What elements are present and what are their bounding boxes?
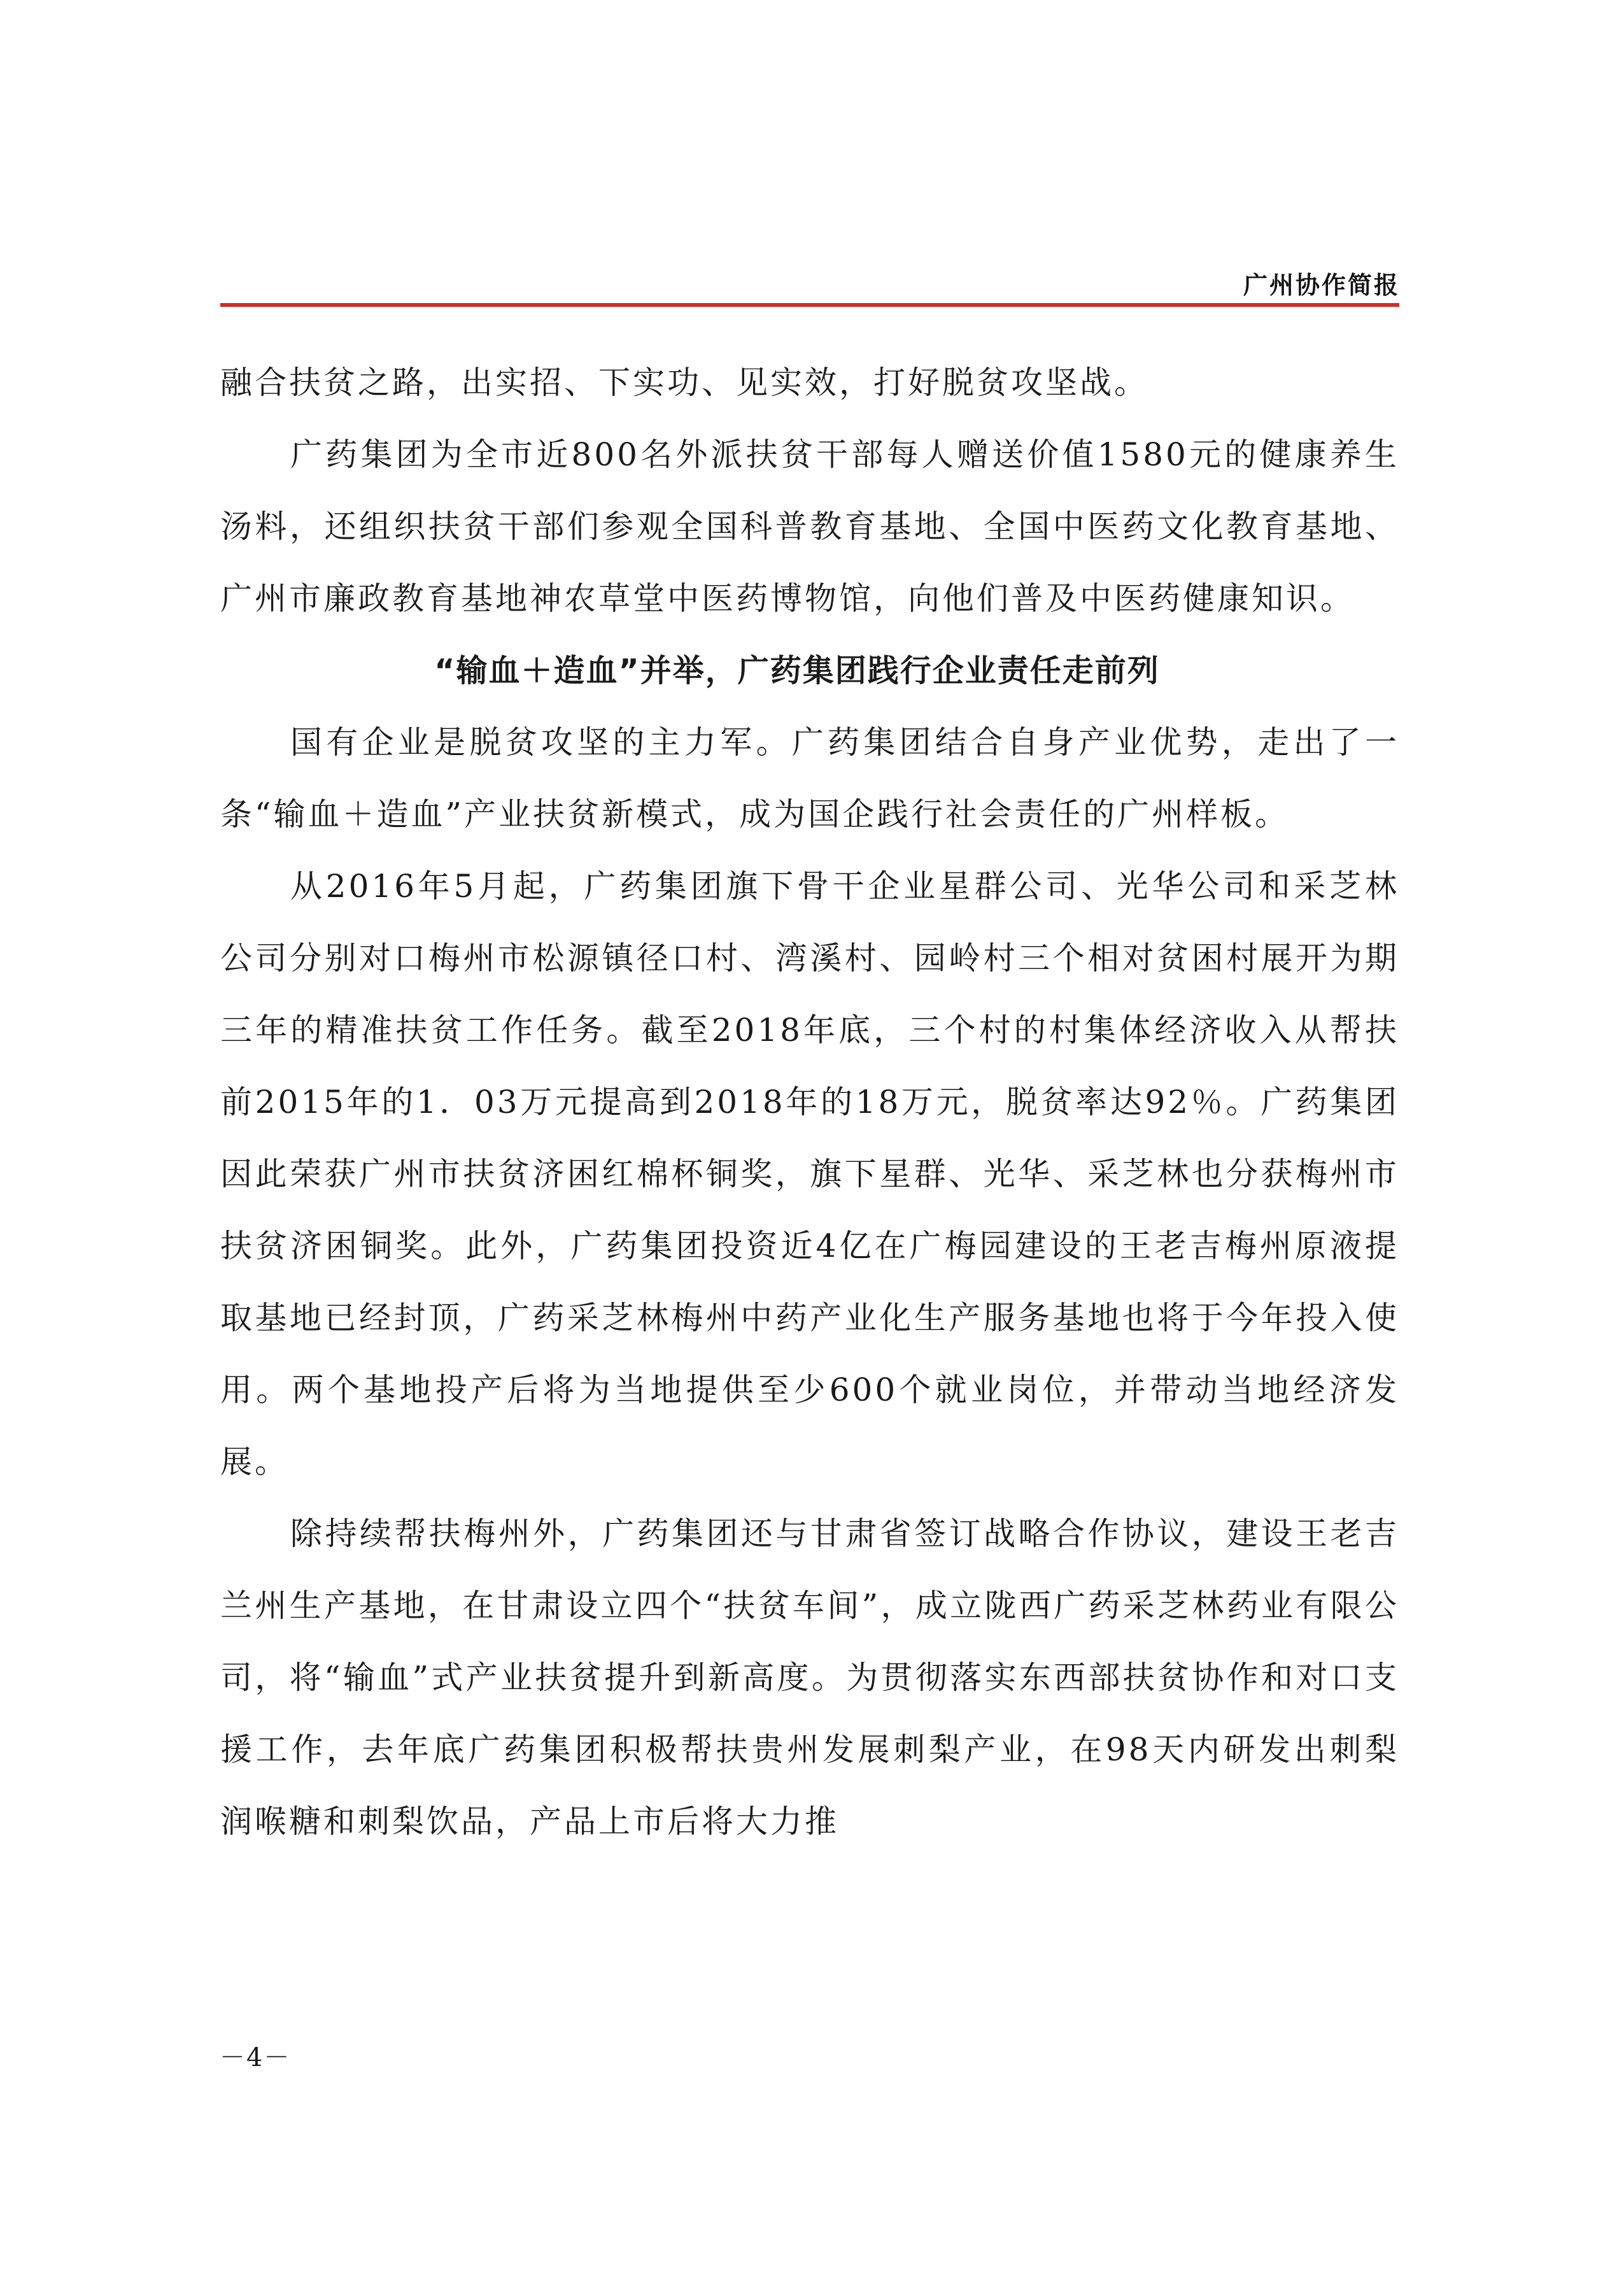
paragraph-meizhou-aid: 从2016年5月起，广药集团旗下骨干企业星群公司、光华公司和采芝林公司分别对口梅州市松源镇径口村、湾溪村、园岭村三个相对贫困村展开为期三年的精准扶贫工作任务。截至2018年底，三个村的村集体经济收入从帮扶前2015年的1．03万元提高到2018年的18万元，脱贫率达92％。广药集团因此荣获广州市扶贫济困红棉杯铜奖，旗下星群、光华、采芝林也分获梅州市扶贫济困铜奖。此外，广药集团投资近4亿在广梅园建设的王老吉梅州原液提取基地已经封顶，广药采芝林梅州中药产业化生产服务基地也将于今年投入使用。两个基地投产后将为当地提供至少600个就业岗位，并带动当地经济发展。 [220, 868, 1399, 1480]
section-heading: “输血＋造血”并举，广药集团践行企业责任走前列 [434, 653, 1160, 689]
paragraph-health-gift: 广药集团为全市近800名外派扶贫干部每人赠送价值1580元的健康养生汤料，还组织扶贫干部们参观全国科普教育基地、全国中医药文化教育基地、广州市廉政教育基地神农草堂中医药博物馆，向他们普及中医药健康知识。 [220, 436, 1399, 617]
publication-title: 广州协作简报 [1243, 271, 1400, 299]
paragraph-continuation: 融合扶贫之路，出实招、下实功、见实效，打好脱贫攻坚战。 [220, 364, 1148, 401]
page-number: －4－ [220, 2043, 291, 2072]
paragraph-soe-role: 国有企业是脱贫攻坚的主力军。广药集团结合自身产业优势，走出了一条“输血＋造血”产业扶贫新模式，成为国企践行社会责任的广州样板。 [220, 724, 1399, 833]
header-divider [220, 303, 1399, 307]
article-body [220, 347, 1399, 1858]
paragraph-gansu-guizhou: 除持续帮扶梅州外，广药集团还与甘肃省签订战略合作协议，建设王老吉兰州生产基地，在甘肃设立四个“扶贫车间”，成立陇西广药采芝林药业有限公司，将“输血”式产业扶贫提升到新高度。为贯彻落实东西部扶贫协作和对口支援工作，去年底广药集团积极帮扶贵州发展刺梨产业，在98天内研发出刺梨润喉糖和刺梨饮品，产品上市后将大力推 [220, 1515, 1399, 1840]
